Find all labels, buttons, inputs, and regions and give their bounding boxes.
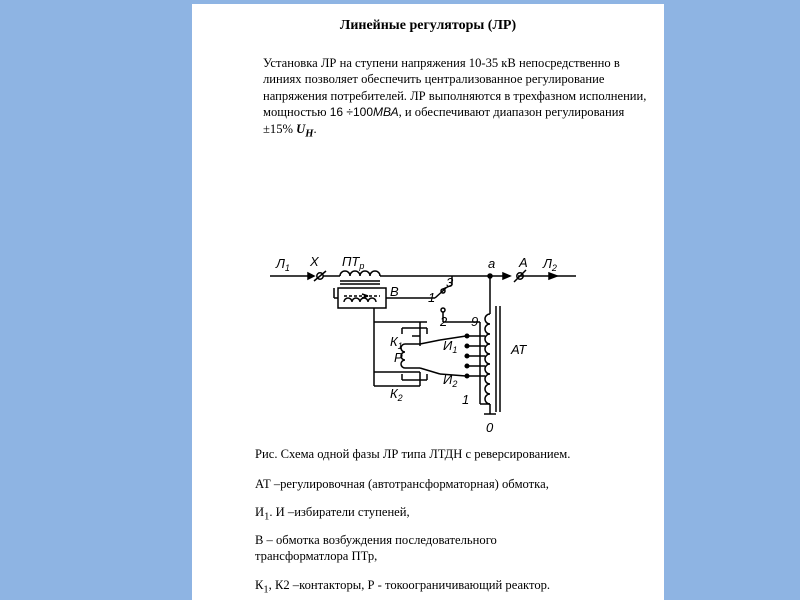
label-9: 9	[471, 314, 479, 329]
label-l1: $Л_1$	[276, 256, 290, 273]
label-i1: $И_1$	[443, 338, 458, 355]
voltage-symbol: $U_H$	[296, 121, 314, 140]
label-1-top: 1	[428, 290, 436, 305]
label-x: Х	[310, 254, 319, 269]
intro-text-part2: , и обеспечивают диапазон регулирования ±15%	[263, 105, 625, 136]
power-unit: МВА	[373, 105, 399, 120]
caption-at: АТ –регулировочная (автотрансформаторная) обмотка,	[255, 477, 549, 491]
label-v: В	[390, 284, 399, 299]
caption-figure: Рис. Схема одной фазы ЛР типа ЛТДН с реверсированием.	[255, 447, 571, 461]
label-3: 3	[446, 275, 454, 290]
intro-end: .	[313, 121, 317, 136]
label-i2: $И_2$	[443, 372, 458, 389]
label-2: 2	[440, 314, 448, 329]
power-range: 16 ÷100	[329, 105, 374, 120]
label-r: Р	[394, 350, 403, 365]
label-a-small: а	[488, 256, 496, 271]
intro-text-part1: Установка ЛР на ступени напряжения 10-35 кВ непосредственно в линиях позволяет обеспечить централизованное регулирование напряжения потребителей. ЛР выполняются в трехфазном исполнении, мощностью	[263, 56, 647, 120]
label-k2: $К_2$	[390, 386, 403, 403]
caption-selectors: $И_1$. И –избиратели ступеней,	[255, 505, 410, 523]
page-title: Линейные регуляторы (ЛР)	[339, 18, 517, 33]
intro-paragraph	[263, 55, 655, 143]
label-a-big: А	[519, 255, 528, 270]
caption-excitation: В – обмотка возбуждения последовательного трансформатлора ПТр,	[255, 533, 497, 564]
label-k1: $К_1$	[390, 334, 403, 351]
caption-contactors: $К_1$, К2 –контакторы, Р - токоограничивающий реактор.	[255, 578, 551, 596]
circuit-diagram	[262, 236, 612, 446]
label-0: 0	[486, 420, 494, 435]
label-at: АТ	[511, 342, 527, 357]
document-page	[192, 4, 664, 600]
label-1-bottom: 1	[462, 392, 470, 407]
label-l2: $Л_2$	[543, 256, 557, 273]
label-ptr: $ПТ_р$	[342, 254, 365, 271]
